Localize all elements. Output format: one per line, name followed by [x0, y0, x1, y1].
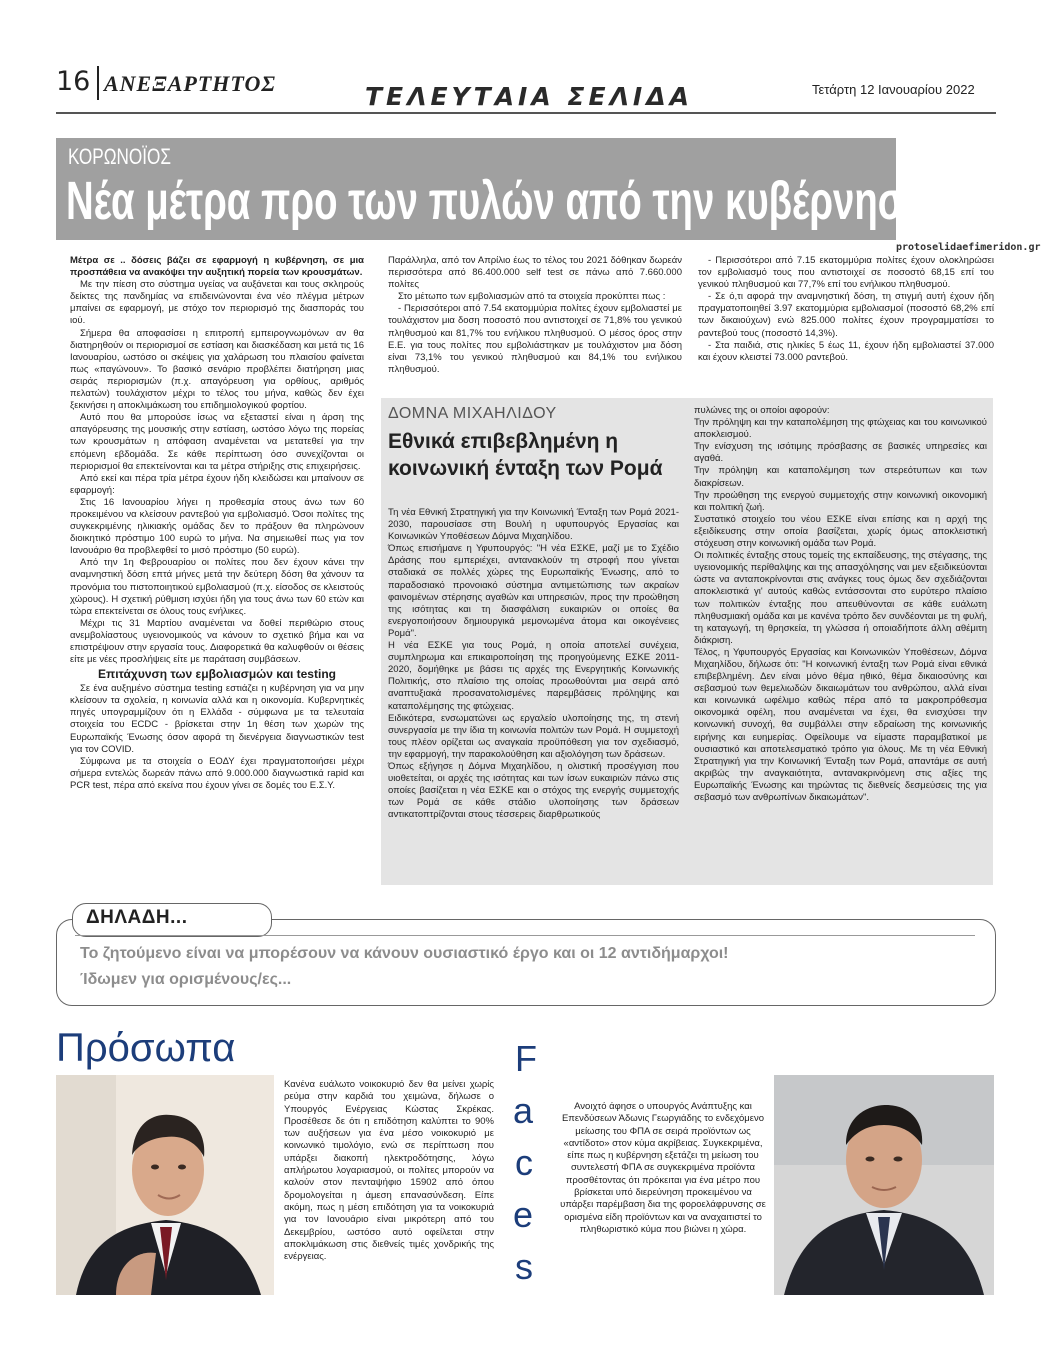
- article-paragraph: - Περισσότεροι από 7.15 εκατομμύρια πολίτες έχουν ολοκληρώσει τον εμβολιασμό τους που αντιστοιχεί σε ποσοστό 68,15 επί του γενικού πληθυσμού και 77,7% επί του ενήλικου πληθυσμού.: [698, 255, 994, 291]
- faces-letter: c: [515, 1142, 533, 1183]
- article-paragraph: - Σε ό,τι αφορά την αναμνηστική δόση, τη στιγμή αυτή έχουν ήδη πραγματοποιηθεί 3.97 εκατομμύρια εμβολιασμοί (ποσοστό 68,2% επί των δικαιούχων) ενώ 825.000 πολίτες έχουν προγραμματίσει το ραντεβού τους (ποσοστό 14,3%).: [698, 291, 994, 339]
- article-column-3: [698, 255, 994, 364]
- page-number-divider: [97, 66, 99, 100]
- roma-paragraph: Την πρόληψη και καταπολέμηση των στερεότυπων και των διακρίσεων.: [694, 465, 987, 489]
- section-title: ΤΕΛΕΥΤΑΙΑ ΣΕΛΙΔΑ: [365, 82, 693, 111]
- faces-letter: a: [513, 1090, 534, 1131]
- roma-paragraph: Όπως επισήμανε η Υφυπουργός: "Η νέα ΕΣΚΕ, μαζί με το Σχέδιο Δράσης που εμπεριέχει, αντανακλούν τη στροφή που γίνεται σταδιακά σε πολλές χώρες της Ευρωπαϊκής Ένωσης, από το παραδοσιακό προνοιακό σύστημα αντιμετώπισης των ακραίων φαινομένων στέρησης αγαθών και υπηρεσιών, προς την προώθηση της ισότητας και τη διασφάλιση ευκαιριών οι οποίες θα ενεργοποιήσουν δημιουργικά μεμονωμένα άτομα και οικογένειες Ρομά".: [388, 543, 679, 639]
- header-rule: [56, 112, 996, 114]
- roma-author: ΔΟΜΝΑ ΜΙΧΑΗΛΙΔΟΥ: [388, 405, 557, 422]
- roma-column-1: [388, 507, 679, 821]
- roma-paragraph: Τέλος, η Υφυπουργός Εργασίας και Κοινωνικών Υποθέσεων, Δόμνα Μιχαηλίδου, δήλωσε ότι: "Η κοινωνική ένταξη των Ρομά είναι εθνικά επιβεβλημένη. Δεν είναι μόνο θέμα ηθικό, θέμα δικαιοσύνης και σεβασμού των θεμελιωδών δικαιωμάτων του ανθρώπου, αλλά είναι και κοινωνικά ωφέλιμο καθώς πέρα από τα μακροπρόθεσμα οικονομικά οφέλη, που αναμένεται να έχει, θα ενισχύσει την κοινωνική συνοχή, θα συμβάλλει στην εδραίωση της κοινωνικής ειρήνης και ευημερίας. Οφείλουμε να είμαστε παραμβατικοί με ουσιαστικό και αποτελεσματικό τρόπο για όλους. Με τη νέα Εθνική Στρατηγική για την Κοινωνική Ένταξη των Ρομά, απαντάμε σε αυτή ακριβώς την αναγκαιότητα, αντανακρινόμενη στις αξίες της Ευρωπαϊκής Ένωσης και τηρώντας τις διεθνείς δεσμεύσεις της για σεβασμό των ανθρωπίνων δικαιωμάτων".: [694, 646, 987, 803]
- article-paragraph: Παράλληλα, από τον Απρίλιο έως το τέλος του 2021 δόθηκαν δωρεάν περισσότερα από 86.400.000 self test σε πάνω από 7.660.000 πολίτες: [388, 255, 682, 291]
- roma-paragraph: Ειδικότερα, ενσωματώνει ως εργαλείο υλοποίησης της, τη στενή συνεργασία με την ίδια τη κοινωνία πολιτών των Ρομά. Η συμμετοχή τους πλέον ορίζεται ως αναγκαία προϋπόθεση για τον σχεδιασμό, την εφαρμογή, την παρακολούθηση και αξιολόγηση των δράσεων.: [388, 712, 679, 760]
- roma-paragraph: πυλώνες της οι οποίοι αφορούν:: [694, 405, 830, 416]
- article-paragraph: Σύμφωνα με τα στοιχεία ο ΕΟΔΥ έχει πραγματοποιήσει μέχρι σήμερα εντελώς δωρεάν πάνω από 9.000.000 διαγνωστικά rapid και PCR test, πέρα από εκείνα που έχουν γίνει σε δομές του Ε.Σ.Υ.: [70, 755, 364, 791]
- roma-paragraph: Οι πολιτικές ένταξης στους τομείς της εκπαίδευσης, της στέγασης, της υγειονομικής περίθαλψης και της απασχόλησης ναι μεν εξειδικεύονται ώστε να ανταποκρίνονται στις ανάγκες τους όμως δεν σχεδιάζονται αποκλειστικά γι' αυτούς καθώς εντάσσονται στο ευρύτερο πλαίσιο των πολιτικών ένταξης που απευθύνονται σε κάθε ευάλωτη πληθυσμιακή ομάδα και με κανένα τρόπο δεν συνδέονται με τη φυλή, τη καταγωγή, τη θρησκεία, τη γλώσσα ή οποιαδήποτε άλλη αθέμιτη διάκριση.: [694, 550, 987, 646]
- article-paragraph: Μέχρι τις 31 Μαρτίου αναμένεται να δοθεί περιθώριο στους ανεμβολίαστους υγειονομικούς να κάνουν το σχετικό βήμα και να επιστρέψουν στην εργασία τους. Διαφορετικά θα καλυφθούν οι θέσεις είτε με νέες προσλήψεις είτε με παράταση συμβάσεων.: [70, 617, 364, 666]
- roma-column-2: [694, 405, 987, 804]
- page-number: 16: [56, 66, 91, 97]
- dilad-title: ΔΗΛΑΔΗ...: [86, 907, 188, 928]
- article-paragraph: Αυτό που θα μπορούσε ίσως να εξεταστεί είναι η άρση της απαγόρευσης της μουσικής στην εστίαση, ωστόσο λόγω της πορείας των κρουσμάτων η απόφαση αναμένεται να μετατεθεί για την επόμενη εβδομάδα. Σε κάθε περίπτωση όσο συνεχίζονται οι περιορισμοί θα επεκτείνονται και τα μέτρα στήριξης στις επιχειρήσεις.: [70, 412, 364, 472]
- article-paragraph: Σε ένα αυξημένο σύστημα testing εστιάζει η κυβέρνηση για να μην κλείσουν τα σχολεία, η κοινωνία αλλά και η οικονομία. Κυβερνητικές πηγές υπογραμμίζουν ότι η Ελλάδα - σύμφωνα με τα τελευταία στοιχεία του ECDC - βρίσκεται στην 1η θέση των χωρών της Ευρωπαϊκής Ένωσης όσον αφορά τη διενέργεια διαγνωστικών test για τον COVID.: [70, 683, 364, 755]
- faces-letter: e: [513, 1194, 534, 1235]
- article-paragraph: Από εκεί και πέρα τρία μέτρα έχουν ήδη κλειδώσει και μπαίνουν σε εφαρμογή:: [70, 472, 364, 496]
- article-kicker: ΚΟΡΩΝΟΪΟΣ: [68, 144, 172, 169]
- article-paragraph: - Στα παιδιά, στις ηλικίες 5 έως 11, έχουν ήδη εμβολιαστεί 37.000 και έχουν κλειστεί 73.000 ραντεβού.: [698, 339, 994, 363]
- roma-paragraph: Την ενίσχυση της ισότιμης πρόσβασης σε βασικές υπηρεσίες και αγαθά.: [694, 441, 987, 465]
- portrait-illustration: [774, 1075, 994, 1295]
- dilad-text: [80, 941, 980, 993]
- article-lead: Μέτρα σε .. δόσεις βάζει σε εφαρμογή η κυβέρνηση, σε μια προσπάθεια να ανακόψει την αυξητική πορεία των κρουσμάτων.: [70, 255, 364, 279]
- portrait-photo-skrekas: [56, 1075, 274, 1295]
- article-paragraph: Από την 1η Φεβρουαρίου οι πολίτες που δεν έχουν κάνει την αναμνηστική δόση επτά μήνες μετά την δεύτερη δόση θα χάνουν τα προνόμια του πιστοποιητικού εμβολιασμού (π.χ. είσοδος σε κλειστούς χώρους). Η σχετική ρύθμιση ισχύει ήδη για τους άνω των 60 ετών και τώρα επεκτείνεται σε όλους τους ενήλικες.: [70, 557, 364, 617]
- faces-text-skrekas: Κανένα ευάλωτο νοικοκυριό δεν θα μείνει χωρίς ρεύμα στην καρδιά του χειμώνα, δήλωσε ο Υπουργός Ενέργειας Κώστας Σκρέκας. Προσέθεσε δε ότι η επιδότηση καλύπτει το 90% των αυξήσεων για ένα μέσο νοικοκυριό με κοινωνικό τιμολόγιο, ενώ σε περίπτωση που υπάρξει διακοπή ηλεκτροδότησης, λόγω απλήρωτου λογαριασμού, οι πολίτες μπορούν να καλούν στον πενταψήφιο 15902 από όπου δρομολογείται η άμεση επανασύνδεση. Είπε ακόμη, πως η μέση επιδότηση για τα νοικοκυριά για τον Ιανουάριο είναι μικρότερη από του Δεκεμβρίου, ωστόσο αυτό οφείλεται στην αποκλιμάκωση στις διεθνείς τιμές χονδρικής της ενέργειας.: [284, 1079, 494, 1263]
- roma-paragraph: Η νέα ΕΣΚΕ για τους Ρομά, η οποία αποτελεί συνέχεια, συμπληρωμα και επικαιροποίηση της προηγούμενης ΕΣΚΕ 2011-2020, δομήθηκε με βάσει τις αρχές της Ενεργητικής Κοινωνικής Πολιτικής, στο πλαίσιο της οποίας προωθούνται μια σειρά από αναπτυξιακά προσανατολισμένες παρεμβάσεις πρόληψης και καταπολέμησης της φτώχειας.: [388, 640, 679, 712]
- roma-paragraph: Όπως εξήγησε η Δόμνα Μιχαηλίδου, η ολιστική προσέγγιση που υιοθετείται, οι αρχές της ισότητας και των ίσων ευκαιριών πάνω στις οποίες βασίζεται η νέα ΕΣΚΕ και ο στόχος της ενεργής συμμετοχής των Ρομά σε κάθε στάδιο υλοποίησης των δράσεων αντικατοπτρίζονται στους τέσσερεις διαρθρωτικούς: [388, 760, 679, 821]
- article-paragraph: Στο μέτωπο των εμβολιασμών από τα στοιχεία προκύπτει πως :: [398, 291, 666, 303]
- article-subhead: Επιτάχυνση των εμβολιασμών και testing: [98, 667, 336, 682]
- roma-paragraph: Συστατικό στοιχείο του νέου ΕΣΚΕ είναι επίσης και η αρχή της εξειδίκευσης στην οποία βασίζεται, χωρίς όμως αποκλειστική στόχευση στην κοινωνική ομάδα των Ρομά.: [694, 513, 987, 550]
- dilad-line-1: Το ζητούμενο είναι να μπορέσουν να κάνουν ουσιαστικό έργο και οι 12 αντιδήμαρχοι!: [80, 945, 729, 962]
- faces-text-georgiadis: Ανοιχτό άφησε ο υπουργός Ανάπτυξης και Επενδύσεων Άδωνις Γεωργιάδης το ενδεχόμενο μείωσης του ΦΠΑ σε σειρά προϊόντων ως «αντίδοτο» στον κύμα ακρίβειας. Συγκεκριμένα, είπε πως η κυβέρνηση εξετάζει τη μείωση του συντελεστή ΦΠΑ σε συγκεκριμένα προϊόντα προσθέτοντας ότι πρόκειται για ένα μέτρο που βρίσκεται υπό διερεύνηση προκειμένου να υπάρξει παρέμβαση δια της φοροελάφρυνσης σε ορισμένα είδη προϊόντων και να αναχαιτιστεί το πληθωριστικό κύμα που βιώνει η χώρα.: [560, 1101, 766, 1235]
- roma-paragraph: Την πρόληψη και την καταπολέμηση της φτώχειας και του κοινωνικού αποκλεισμού.: [694, 417, 987, 441]
- faces-letter: s: [515, 1246, 533, 1287]
- portrait-photo-georgiadis: [774, 1075, 994, 1295]
- issue-date: Τετάρτη 12 Ιανουαρίου 2022: [812, 82, 975, 97]
- roma-paragraph: Τη νέα Εθνική Στρατηγική για την Κοινωνική Ένταξη των Ρομά 2021-2030, παρουσίασε στη Βουλή η υφυπουργός Εργασίας και Κοινωνικών Υποθέσεων Δόμνα Μιχαηλίδου.: [388, 507, 679, 543]
- article-paragraph: Στις 16 Ιανουαρίου λήγει η προθεσμία στους άνω των 60 προκειμένου να κλείσουν ραντεβού για εμβολιασμό. Όσοι πολίτες της συγκεκριμένης ηλικιακής ομάδας δεν το πράξουν θα πληρώνουν διοικητικό πρόστιμο 100 ευρώ το μήνα. Να σημειωθεί πως για τον Ιανουάριο θα προβλεφθεί το μισό πρόστιμο (50 ευρώ).: [70, 496, 364, 557]
- dilad-line-2: Ίδωμεν για ορισμένους/ες...: [80, 971, 292, 988]
- source-watermark: protoselidaefimeridon.gr: [896, 242, 1041, 253]
- roma-headline: Εθνικά επιβεβλημένη η κοινωνική ένταξη των Ρομά: [388, 430, 663, 480]
- faces-letter: F: [515, 1038, 537, 1079]
- roma-paragraph: Την προώθηση της ενεργού συμμετοχής στην κοινωνική οικονομική και πολιτική ζωή.: [694, 489, 987, 513]
- article-paragraph: - Περισσότεροι από 7.54 εκατομμύρια πολίτες έχουν εμβολιαστεί με τουλάχιστον μια δοση ποσοστό που αντιστοιχεί σε 71,8% του γενικού πληθυσμού και 81,7% του ενήλικου πληθυσμού. Ο μέσος όρος στην Ε.Ε. για τους πολίτες που εμβολιάστηκαν με τουλάχιστον μια δόση είναι 73,1% του γενικού πληθυσμού και 84,1% του ενήλικου πληθυσμού.: [388, 303, 682, 375]
- article-paragraph: Σήμερα θα αποφασίσει η επιτροπή εμπειρογνωμόνων αν θα διατηρηθούν οι περιορισμοί σε εστίαση και διασκέδαση και μετά τις 16 Ιανουαρίου, ωστόσο οι σκέψεις για χαλάρωση του πλαισίου φαίνεται πως «παγώνουν». Το βασικό σενάριο προβλέπει διατήρηση μιας σειράς περιορισμών (π.χ. απαγόρευση για ορθίους, αριθμός πελατών) τουλάχιστον μέχρι το τέλος του μήνα, καθώς δεν έχει ξεκινήσει η αποκλιμάκωση του επιδημιολογικού φορτίου.: [70, 327, 364, 412]
- article-paragraph: Με την πίεση στο σύστημα υγείας να αυξάνεται και τους σκληρούς δείκτες της πανδημίας να επιδεινώνονται ένα νέο πλέγμα μέτρων μπαίνει σε εφαρμογή, με στόχο τον περιορισμό της διασποράς του ιού.: [70, 279, 364, 327]
- article-column-1: [70, 255, 364, 792]
- portrait-illustration: [56, 1075, 274, 1295]
- faces-section-title: Πρόσωπα: [56, 1026, 236, 1070]
- article-column-2: [388, 255, 682, 376]
- newspaper-name: ΑΝΕΞΑΡΤΗΤΟΣ: [104, 71, 276, 96]
- dilad-divider: [75, 935, 975, 936]
- article-headline: Νέα μέτρα προ των πυλών από την κυβέρνηση;: [66, 171, 941, 231]
